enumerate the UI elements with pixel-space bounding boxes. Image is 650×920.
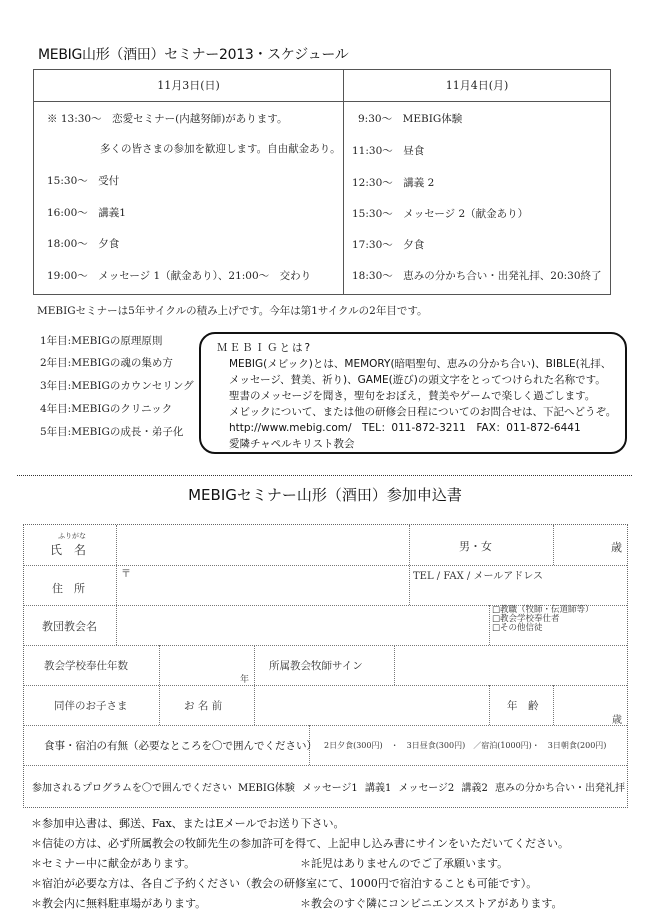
- cut-line: [17, 475, 632, 476]
- program-option-lecture1[interactable]: 講義1: [364, 783, 392, 794]
- column-divider: [343, 101, 344, 294]
- name-label: 氏 名: [50, 543, 87, 557]
- note-line: ＊宿泊が必要な方は、各自ご予約ください（教会の研修室にて、1000円で宿泊することも可能です）。: [31, 877, 538, 890]
- child-age-label: 年 齢: [507, 700, 539, 712]
- form-title: MEBIGセミナー山形（酒田）参加申込書: [188, 486, 462, 504]
- cycle-year: 1年目:MEBIGの原理原則: [40, 335, 163, 347]
- note-line: ＊教会内に無料駐車場があります。: [31, 897, 207, 910]
- day1-item: 18:00～ 夕食: [47, 238, 120, 250]
- program-option-message1[interactable]: メッセージ1: [302, 783, 358, 794]
- role-option-other[interactable]: □その他信徒: [492, 623, 543, 633]
- children-label: 同伴のお子さま: [54, 700, 128, 712]
- day1-item: 19:00～ メッセージ 1（献金あり）、21:00～ 交わり: [47, 270, 312, 282]
- day2-item: 11:30～ 昼食: [352, 145, 425, 157]
- role-option-teacher[interactable]: □教会学校奉仕者: [492, 614, 560, 624]
- info-heading: ＭＥＢＩＧとは?: [217, 342, 313, 354]
- note-line: ＊教会のすぐ隣にコンビニエンスストアがあります。: [300, 897, 563, 910]
- schedule-title: MEBIG山形（酒田）セミナー2013・スケジュール: [38, 47, 349, 63]
- church-input[interactable]: [117, 606, 488, 645]
- application-form: [23, 524, 628, 808]
- contact-input[interactable]: [410, 577, 627, 605]
- name-input[interactable]: [117, 525, 408, 565]
- day2-item: 9:30～ MEBIG体験: [358, 113, 463, 125]
- address-input[interactable]: [117, 566, 408, 605]
- child-name-label: お 名 前: [184, 700, 223, 712]
- church-name: 愛隣チャペルキリスト教会: [229, 438, 355, 450]
- program-option-lecture2[interactable]: 講義2: [461, 783, 488, 794]
- pastor-sign-label: 所属教会牧師サイン: [269, 660, 363, 672]
- info-line: メビックについて、または他の研修会日程についてのお問合せは、下記へどうぞ。: [229, 406, 617, 418]
- info-line: 聖書のメッセージを聞き，聖句をおぼえ，賛美やゲームで楽しく過ごします。: [229, 390, 596, 402]
- note-line: ＊セミナー中に献金があります。: [31, 857, 196, 870]
- day1-item: ※ 13:30～ 恋愛セミナー(内越努師)があります。: [47, 113, 288, 125]
- role-option-clergy[interactable]: □教職（牧師・伝道師等）: [492, 605, 594, 615]
- day2-item: 12:30～ 講義 2: [352, 177, 435, 189]
- note-line: ＊信徒の方は、必ず所属教会の牧師先生の参加許可を得て、上記申し込み書にサインをいただいてください。: [31, 837, 570, 850]
- program-options: [238, 779, 625, 794]
- note-line: ＊参加申込書は、郵送、Fax、またはEメールでお送り下さい。: [31, 817, 345, 830]
- child-name-input[interactable]: [255, 686, 488, 725]
- day1-header: 11月3日(日): [34, 70, 344, 102]
- program-option-message2[interactable]: メッセージ2: [398, 783, 455, 794]
- year-unit: 年: [240, 675, 250, 685]
- day1-item: 16:00～ 講義1: [47, 207, 126, 219]
- info-line: MEBIG(メビック)とは、MEMORY(暗唱聖句、恵みの分かち合い)、BIBLE(礼拝、: [229, 358, 612, 370]
- cycle-year: 5年目:MEBIGの成長・弟子化: [40, 426, 184, 438]
- program-option-mebig[interactable]: MEBIG体験: [238, 783, 295, 794]
- meals-label: 食事・宿泊の有無（必要なところを〇で囲んでください）: [44, 740, 317, 752]
- contact-label: TEL / FAX / メールアドレス: [413, 571, 543, 582]
- program-option-sharing[interactable]: 恵みの分かち合い・出発礼拝: [495, 783, 626, 794]
- pastor-sign-input[interactable]: [395, 646, 627, 685]
- day2-item: 17:30～ 夕食: [352, 239, 425, 251]
- service-years-label: 教会学校奉仕年数: [44, 660, 128, 672]
- day2-item: 15:30～ メッセージ 2（献金あり）: [352, 208, 529, 220]
- church-label: 教団教会名: [42, 620, 97, 633]
- child-age-unit: 歳: [612, 715, 622, 726]
- schedule-table: [33, 69, 611, 295]
- cycle-year: 3年目:MEBIGのカウンセリング: [40, 380, 194, 392]
- day2-header: 11月4日(月): [343, 70, 611, 102]
- address-label: 住 所: [52, 582, 85, 595]
- postal-mark: 〒: [121, 569, 131, 580]
- age-unit: 歳: [611, 541, 622, 554]
- cycle-year: 2年目:MEBIGの魂の集め方: [40, 357, 173, 369]
- day1-item: 15:30～ 受付: [47, 175, 120, 187]
- cycle-year: 4年目:MEBIGのクリニック: [40, 403, 173, 415]
- day2-item: 18:30～ 恵みの分かち合い・出発礼拝、20:30終了: [352, 270, 602, 282]
- name-ruby: ふりがな: [58, 532, 86, 540]
- meals-options[interactable]: 2日夕食(300円) ・ 3日昼食(300円) ／宿泊(1000円)・ 3日朝食(200円): [324, 741, 607, 750]
- mebig-info-box: [199, 332, 627, 454]
- contact-line: http://www.mebig.com/ TEL：011-872-3211 FAX：011-872-6441: [229, 422, 581, 434]
- note-line: ＊託児はありませんのでご了承願います。: [300, 857, 509, 870]
- cycle-note: MEBIGセミナーは5年サイクルの積み上げです。今年は第1サイクルの2年目です。: [37, 305, 428, 317]
- info-line: メッセージ、賛美、祈り)、GAME(遊び)の頭文字をとってつけられた名称です。: [229, 374, 606, 386]
- program-label: 参加されるプログラムを〇で囲んでください: [32, 783, 232, 794]
- gender-select[interactable]: 男・女: [459, 540, 492, 553]
- day1-item: 多くの皆さまの参加を歓迎します。自由献金あり。: [100, 143, 341, 155]
